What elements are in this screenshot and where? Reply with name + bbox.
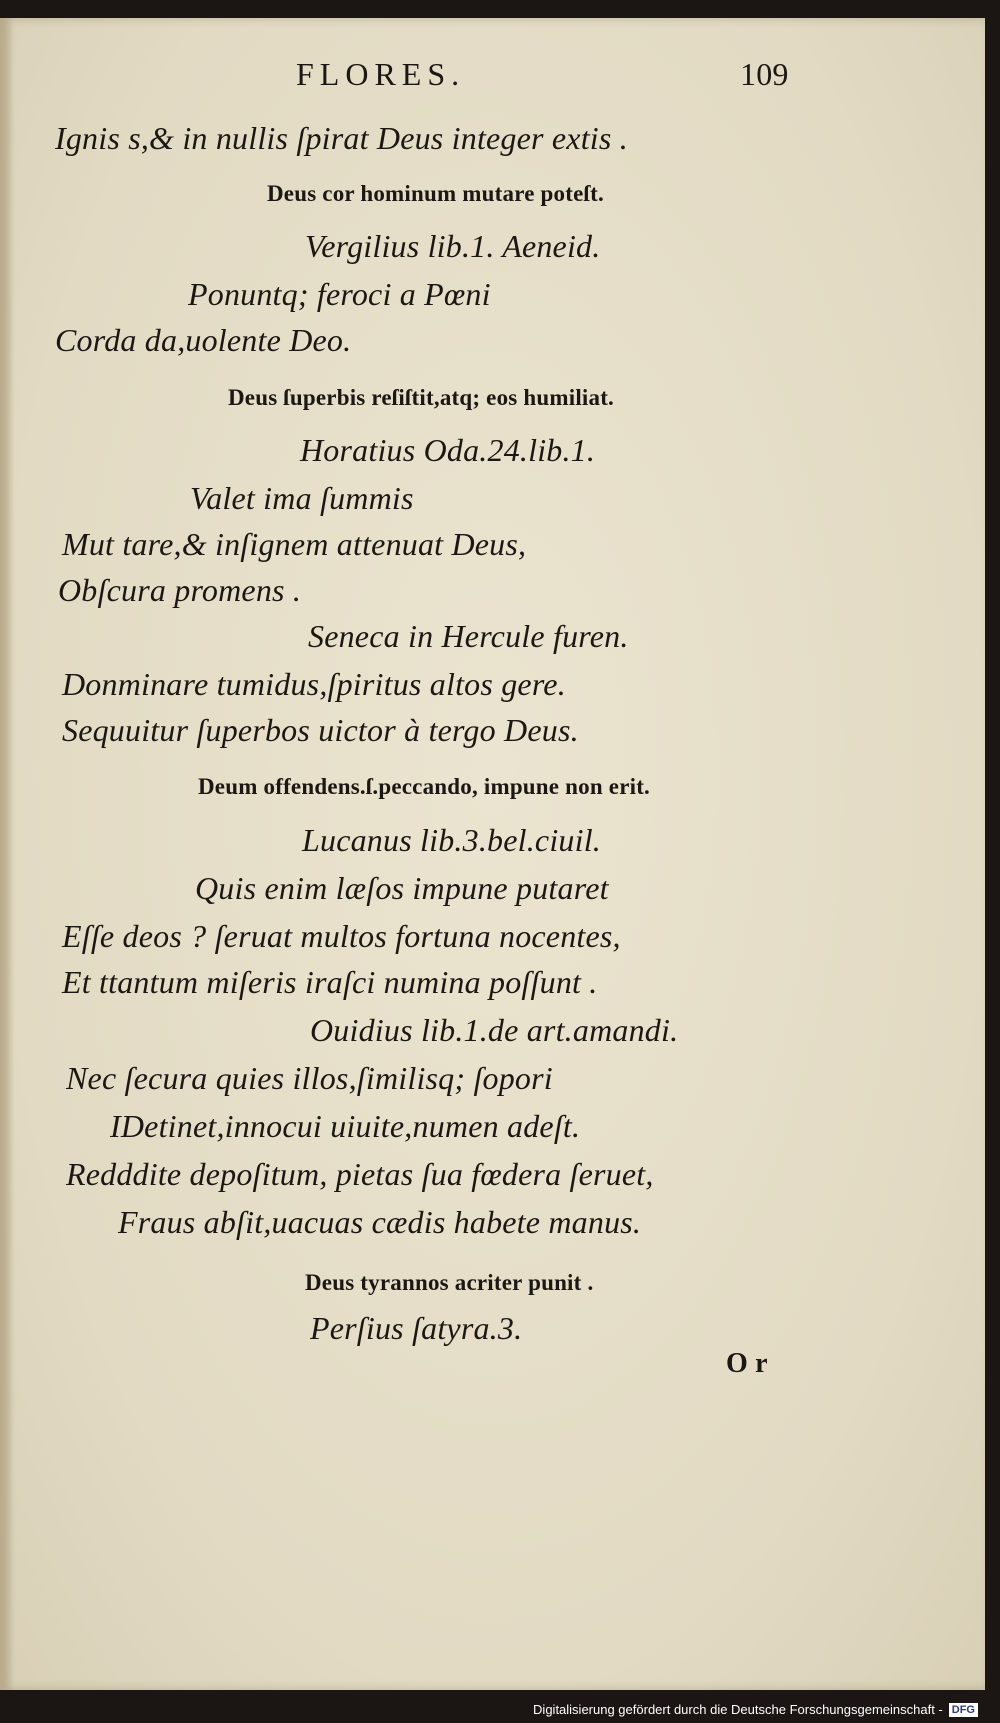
source-citation: Horatius Oda.24.lib.1. bbox=[300, 432, 596, 468]
source-citation: Vergilius lib.1. Aeneid. bbox=[305, 228, 601, 264]
section-heading: Deus ſuperbis reſiſtit,atq; eos humiliat. bbox=[228, 385, 615, 410]
source-citation: Lucanus lib.3.bel.ciuil. bbox=[302, 822, 602, 858]
verse-line: Sequuitur ſuperbos uictor à tergo Deus. bbox=[62, 712, 579, 748]
dfg-logo: DFG bbox=[949, 1703, 978, 1717]
funding-credit: Digitalisierung gefördert durch die Deutsche Forschungsgemeinschaft - bbox=[533, 1702, 943, 1717]
verse-line: Valet ima ſummis bbox=[190, 480, 414, 516]
verse-line: Fraus abſit,uacuas cædis habete manus. bbox=[118, 1204, 642, 1240]
verse-line: Mut tare,& inſignem attenuat Deus, bbox=[62, 526, 527, 562]
page-number: 109 bbox=[740, 56, 789, 92]
signature-mark: O r bbox=[726, 1348, 768, 1379]
verse-line: Corda da,uolente Deo. bbox=[55, 322, 352, 358]
verse-line: Obſcura promens . bbox=[58, 572, 302, 608]
verse-line: Ignis s,& in nullis ſpirat Deus integer extis . bbox=[55, 120, 628, 156]
digitization-footer bbox=[533, 1702, 978, 1717]
verse-line: Eſſe deos ? ſeruat multos fortuna nocentes, bbox=[62, 918, 621, 954]
source-citation: Perſius ſatyra.3. bbox=[310, 1310, 523, 1346]
book-page bbox=[0, 18, 985, 1690]
verse-line: Quis enim læſos impune putaret bbox=[195, 870, 609, 906]
source-citation: Seneca in Hercule furen. bbox=[308, 618, 629, 654]
verse-line: Donminare tumidus,ſpiritus altos gere. bbox=[62, 666, 566, 702]
section-heading: Deum offendens.ſ.peccando, impune non erit. bbox=[198, 774, 651, 799]
verse-line: Ponuntq; feroci a Pœni bbox=[188, 276, 491, 312]
verse-line: Nec ſecura quies illos,ſimilisq; ſopori bbox=[66, 1060, 553, 1096]
verse-line: Redddite depoſitum, pietas ſua fœdera ſeruet, bbox=[66, 1156, 654, 1192]
section-heading: Deus cor hominum mutare poteſt. bbox=[267, 181, 604, 206]
section-heading: Deus tyrannos acriter punit . bbox=[305, 1270, 594, 1295]
running-title: FLORES. bbox=[296, 56, 466, 92]
verse-line: IDetinet,innocui uiuite,numen adeſt. bbox=[110, 1108, 581, 1144]
verse-line: Et ttantum miſeris iraſci numina poſſunt . bbox=[62, 964, 598, 1000]
page-gutter-shadow bbox=[0, 18, 14, 1690]
source-citation: Ouidius lib.1.de art.amandi. bbox=[310, 1012, 679, 1048]
